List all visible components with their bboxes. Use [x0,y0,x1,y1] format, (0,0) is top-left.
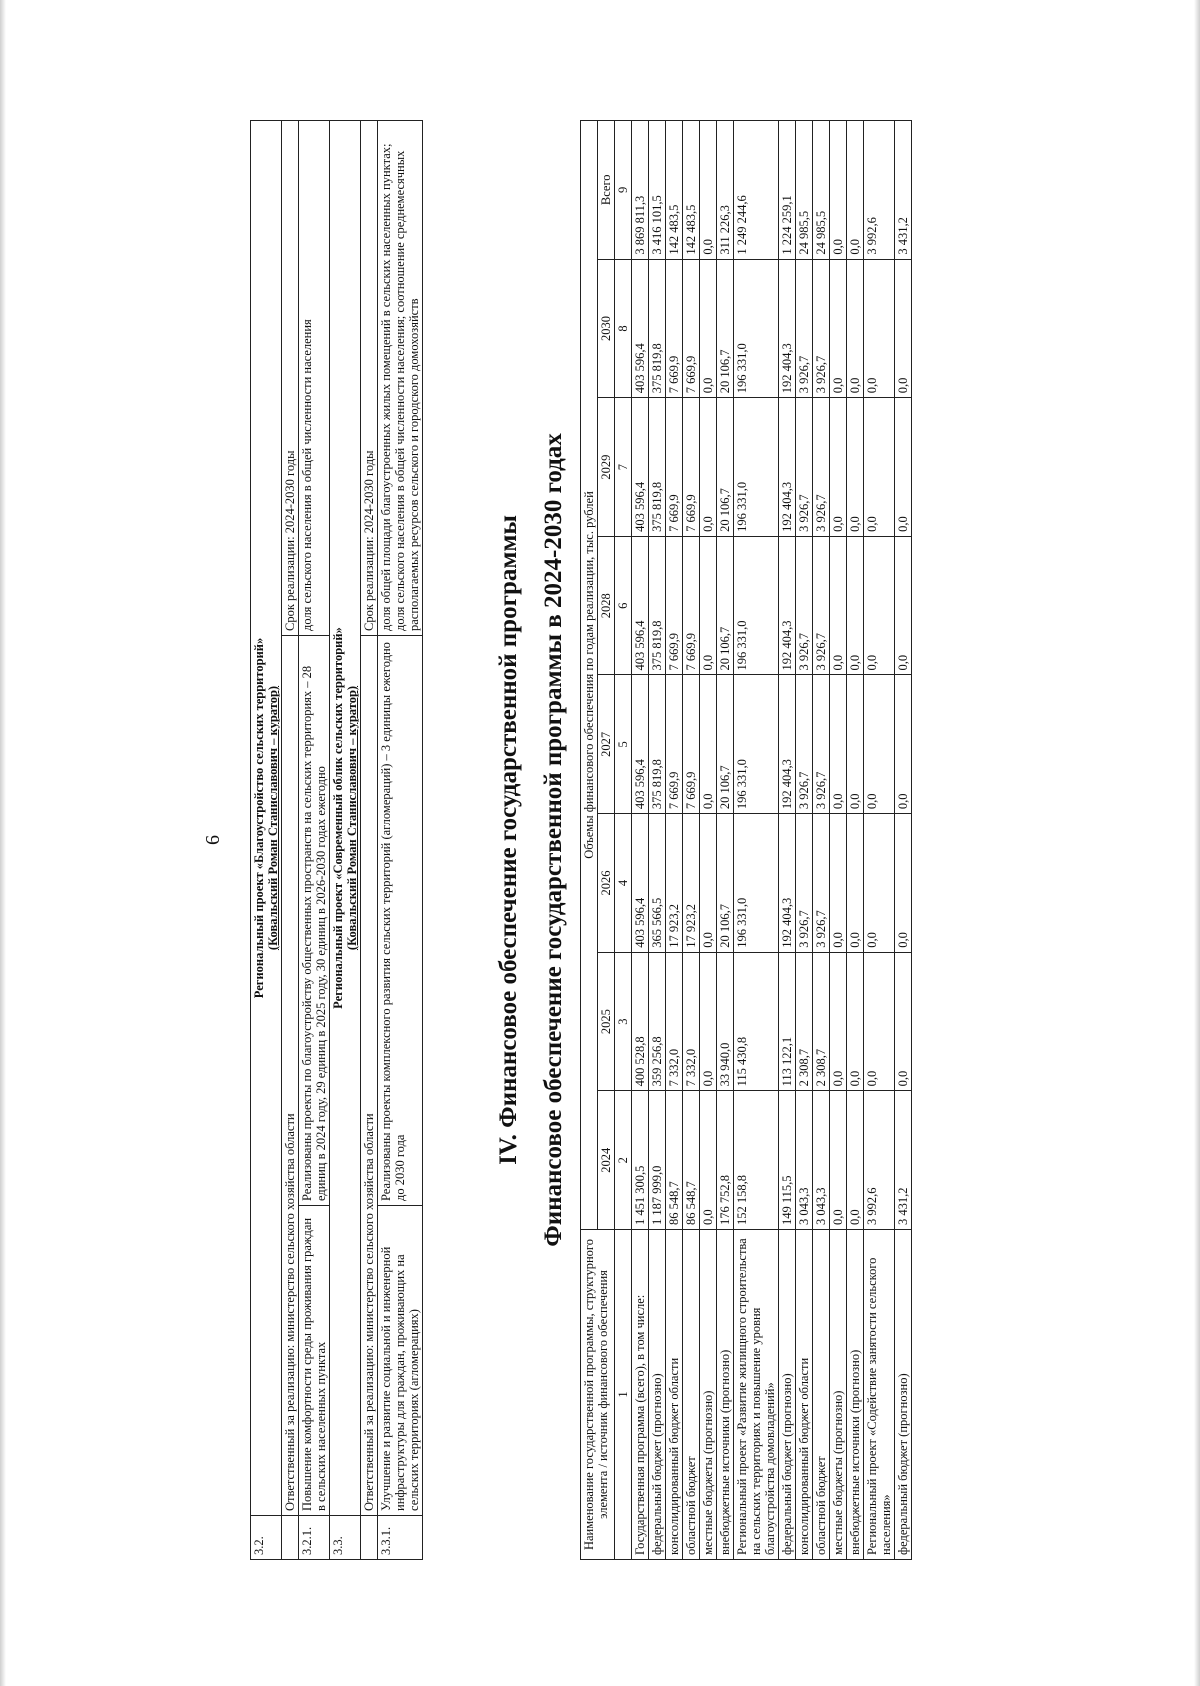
year-header: 2027 [598,675,615,814]
source-name: местные бюджеты (прогнозно) [700,1230,717,1560]
scan-edge-right [1194,0,1200,1686]
value-cell: 3 869 811,3 [632,121,649,260]
table-row [813,121,830,1560]
value-cell: 0,0 [864,675,895,814]
value-cell: 0,0 [864,952,895,1091]
table-row [779,121,796,1560]
value-cell: 3 926,7 [813,536,830,675]
value-cell: 0,0 [895,952,912,1091]
value-cell: 2 308,7 [796,952,813,1091]
column-number: 3 [615,952,632,1091]
year-header: 2028 [598,536,615,675]
value-cell: 403 596,4 [632,536,649,675]
value-cell: 7 332,0 [683,952,700,1091]
value-cell: 375 819,8 [649,398,666,537]
project-curator: (Ковальский Роман Станиславович – куратор) [266,685,280,951]
value-cell: 7 669,9 [666,675,683,814]
table-row [632,121,649,1560]
column-number: 1 [615,1230,632,1560]
value-cell: 1 224 259,1 [779,121,796,260]
year-header: 2025 [598,952,615,1091]
value-cell: 0,0 [700,259,717,398]
task-cell: Улучшение и развитие социальной и инженерной инфраструктуры для граждан, проживающих на сельских территориях (агломерациях) [378,1206,423,1516]
header-volumes: Объемы финансового обеспечения по годам реализации, тыс. рублей [581,121,598,1230]
value-cell: 113 122,1 [779,952,796,1091]
project-title: Региональный проект «Благоустройство сельских территорий» [252,637,266,999]
table-row [666,121,683,1560]
value-cell: 3 992,6 [864,121,895,260]
empty-cell [282,1516,299,1560]
value-cell: 196 331,0 [734,536,779,675]
value-cell: 20 106,7 [717,536,734,675]
value-cell: 0,0 [700,398,717,537]
row-number: 3.2. [251,1516,282,1560]
source-name: областной бюджет [683,1230,700,1560]
value-cell: 0,0 [700,121,717,260]
empty-cell [361,1516,378,1560]
value-cell: 375 819,8 [649,259,666,398]
table-row [330,121,361,1560]
row-number: 3.2.1. [299,1516,330,1560]
value-cell: 24 985,5 [796,121,813,260]
finance-table [580,120,912,1560]
value-cell: 192 404,3 [779,259,796,398]
value-cell: 3 926,7 [796,536,813,675]
value-cell: 3 926,7 [813,814,830,953]
value-cell: 3 926,7 [796,259,813,398]
indicator-cell: доля сельского населения в общей численности населения [299,121,330,636]
table-row [700,121,717,1560]
table-row [830,121,847,1560]
value-cell: 3 926,7 [813,398,830,537]
column-number: 2 [615,1091,632,1230]
value-cell: 0,0 [830,1091,847,1230]
value-cell: 0,0 [864,259,895,398]
value-cell: 196 331,0 [734,259,779,398]
column-number: 8 [615,259,632,398]
project-title-cell [251,121,282,1516]
value-cell: 17 923,2 [683,814,700,953]
value-cell: 0,0 [847,536,864,675]
value-cell: 403 596,4 [632,675,649,814]
value-cell: 0,0 [895,259,912,398]
value-cell: 3 992,6 [864,1091,895,1230]
header-name: Наименование государственной программы, структурного элемента / источник финансового обеспечения [581,1230,615,1560]
project-title-cell [330,121,361,1516]
value-cell: 1 451 300,5 [632,1091,649,1230]
value-cell: 142 483,5 [666,121,683,260]
table-row [847,121,864,1560]
value-cell: 0,0 [847,121,864,260]
value-cell: 0,0 [830,121,847,260]
value-cell: 0,0 [864,814,895,953]
value-cell: 3 926,7 [813,675,830,814]
value-cell: 403 596,4 [632,814,649,953]
term-cell: Срок реализации: 2024-2030 годы [282,121,299,636]
row-number: 3.3.1. [378,1516,423,1560]
value-cell: 192 404,3 [779,398,796,537]
value-cell: 196 331,0 [734,675,779,814]
value-cell: 3 431,2 [895,1091,912,1230]
value-cell: 375 819,8 [649,675,666,814]
value-cell: 359 256,8 [649,952,666,1091]
result-cell: Реализованы проекты комплексного развития сельских территорий (агломераций) – 3 единицы ежегодно до 2030 года [378,636,423,1206]
value-cell: 24 985,5 [813,121,830,260]
column-number: 7 [615,398,632,537]
value-cell: 17 923,2 [666,814,683,953]
value-cell: 0,0 [895,675,912,814]
value-cell: 0,0 [700,814,717,953]
table-row [864,121,895,1560]
table-row [895,121,912,1560]
source-name: консолидированный бюджет области [796,1230,813,1560]
value-cell: 20 106,7 [717,814,734,953]
value-cell: 7 332,0 [666,952,683,1091]
responsible-cell: Ответственный за реализацию: министерство сельского хозяйства области [282,636,299,1516]
value-cell: 149 115,5 [779,1091,796,1230]
value-cell: 3 926,7 [796,814,813,953]
value-cell: 176 752,8 [717,1091,734,1230]
value-cell: 192 404,3 [779,814,796,953]
value-cell: 196 331,0 [734,814,779,953]
value-cell: 86 548,7 [666,1091,683,1230]
value-cell: 403 596,4 [632,398,649,537]
value-cell: 86 548,7 [683,1091,700,1230]
column-numbers-row [615,121,632,1560]
value-cell: 3 431,2 [895,121,912,260]
value-cell: 7 669,9 [666,259,683,398]
value-cell: 0,0 [830,814,847,953]
header-row [581,121,598,1560]
value-cell: 3 043,3 [813,1091,830,1230]
value-cell: 0,0 [830,952,847,1091]
table-row [299,121,330,1560]
year-header: 2030 [598,259,615,398]
value-cell: 365 566,5 [649,814,666,953]
table-row [717,121,734,1560]
source-name: областной бюджет [813,1230,830,1560]
value-cell: 3 043,3 [796,1091,813,1230]
column-number: 6 [615,536,632,675]
year-header: 2024 [598,1091,615,1230]
value-cell: 0,0 [847,952,864,1091]
value-cell: 3 926,7 [796,675,813,814]
table-row [649,121,666,1560]
task-cell: Повышение комфортности среды проживания граждан в сельских населенных пунктах [299,1206,330,1516]
year-header: 2026 [598,814,615,953]
value-cell: 0,0 [700,675,717,814]
term-cell: Срок реализации: 2024-2030 годы [361,121,378,636]
table-title: Финансовое обеспечение государственной программы в 2024-2030 годах [540,433,567,1247]
value-cell: 2 308,7 [813,952,830,1091]
value-cell: 0,0 [847,259,864,398]
table-row [683,121,700,1560]
value-cell: 0,0 [700,536,717,675]
column-number: 4 [615,814,632,953]
page-number: 6 [202,835,224,845]
value-cell: 0,0 [864,536,895,675]
projects-table [250,120,423,1560]
source-name: внебюджетные источники (прогнозно) [847,1230,864,1560]
project-title: Региональный проект «Современный облик сельских территорий» [331,627,345,1009]
table-row [796,121,813,1560]
section-title: IV. Финансовое обеспечение государственной программы [495,515,522,1165]
value-cell: 0,0 [864,398,895,537]
table-row [734,121,779,1560]
value-cell: 7 669,9 [683,536,700,675]
value-cell: 1 249 244,6 [734,121,779,260]
scan-edge-left [0,0,6,1686]
value-cell: 20 106,7 [717,398,734,537]
value-cell: 115 430,8 [734,952,779,1091]
value-cell: 0,0 [830,675,847,814]
value-cell: 7 669,9 [666,536,683,675]
value-cell: 0,0 [830,259,847,398]
value-cell: 33 940,0 [717,952,734,1091]
value-cell: 311 226,3 [717,121,734,260]
source-name: Региональный проект «Содействие занятости сельского населения» [864,1230,895,1560]
source-name: федеральный бюджет (прогнозно) [779,1230,796,1560]
value-cell: 152 158,8 [734,1091,779,1230]
value-cell: 142 483,5 [683,121,700,260]
value-cell: 403 596,4 [632,259,649,398]
value-cell: 400 528,8 [632,952,649,1091]
value-cell: 3 416 101,5 [649,121,666,260]
value-cell: 0,0 [847,814,864,953]
value-cell: 20 106,7 [717,675,734,814]
project-curator: (Ковальский Роман Станиславович – куратор) [345,685,359,951]
value-cell: 192 404,3 [779,536,796,675]
result-cell: Реализованы проекты по благоустройству общественных пространств на сельских территориях – 28 единиц в 2024 году, 29 единиц в 2025 году, 30 единиц в 2026-2030 годах ежегодно [299,636,330,1206]
value-cell: 3 926,7 [796,398,813,537]
column-number: 5 [615,675,632,814]
value-cell: 3 926,7 [813,259,830,398]
value-cell: 0,0 [895,814,912,953]
indicator-cell: доля общей площади благоустроенных жилых помещений в сельских населенных пунктах; доля сельского населения в общей численности населения; соотношение среднемесячных располагаемых ресурсов сельского и городского домохозяйств [378,121,423,636]
responsible-cell: Ответственный за реализацию: министерство сельского хозяйства области [361,636,378,1516]
value-cell: 1 187 999,0 [649,1091,666,1230]
year-header: Всего [598,121,615,260]
value-cell: 7 669,9 [683,398,700,537]
column-number: 9 [615,121,632,260]
source-name: Государственная программа (всего), в том числе: [632,1230,649,1560]
value-cell: 0,0 [895,398,912,537]
value-cell: 196 331,0 [734,398,779,537]
value-cell: 0,0 [830,398,847,537]
value-cell: 7 669,9 [666,398,683,537]
value-cell: 0,0 [847,398,864,537]
value-cell: 375 819,8 [649,536,666,675]
source-name: местные бюджеты (прогнозно) [830,1230,847,1560]
value-cell: 0,0 [847,675,864,814]
source-name: внебюджетные источники (прогнозно) [717,1230,734,1560]
value-cell: 0,0 [830,536,847,675]
table-row [361,121,378,1560]
value-cell: 192 404,3 [779,675,796,814]
source-name: федеральный бюджет (прогнозно) [649,1230,666,1560]
source-name: Региональный проект «Развитие жилищного строительства на сельских территориях и повышение уровня благоустройства домовладений» [734,1230,779,1560]
table-row [378,121,423,1560]
value-cell: 0,0 [700,952,717,1091]
source-name: федеральный бюджет (прогнозно) [895,1230,912,1560]
value-cell: 20 106,7 [717,259,734,398]
table-row [282,121,299,1560]
value-cell: 7 669,9 [683,259,700,398]
year-header: 2029 [598,398,615,537]
rotated-page [185,120,1075,1560]
source-name: консолидированный бюджет области [666,1230,683,1560]
value-cell: 0,0 [700,1091,717,1230]
row-number: 3.3. [330,1516,361,1560]
value-cell: 7 669,9 [683,675,700,814]
value-cell: 0,0 [895,536,912,675]
value-cell: 0,0 [847,1091,864,1230]
table-row [251,121,282,1560]
